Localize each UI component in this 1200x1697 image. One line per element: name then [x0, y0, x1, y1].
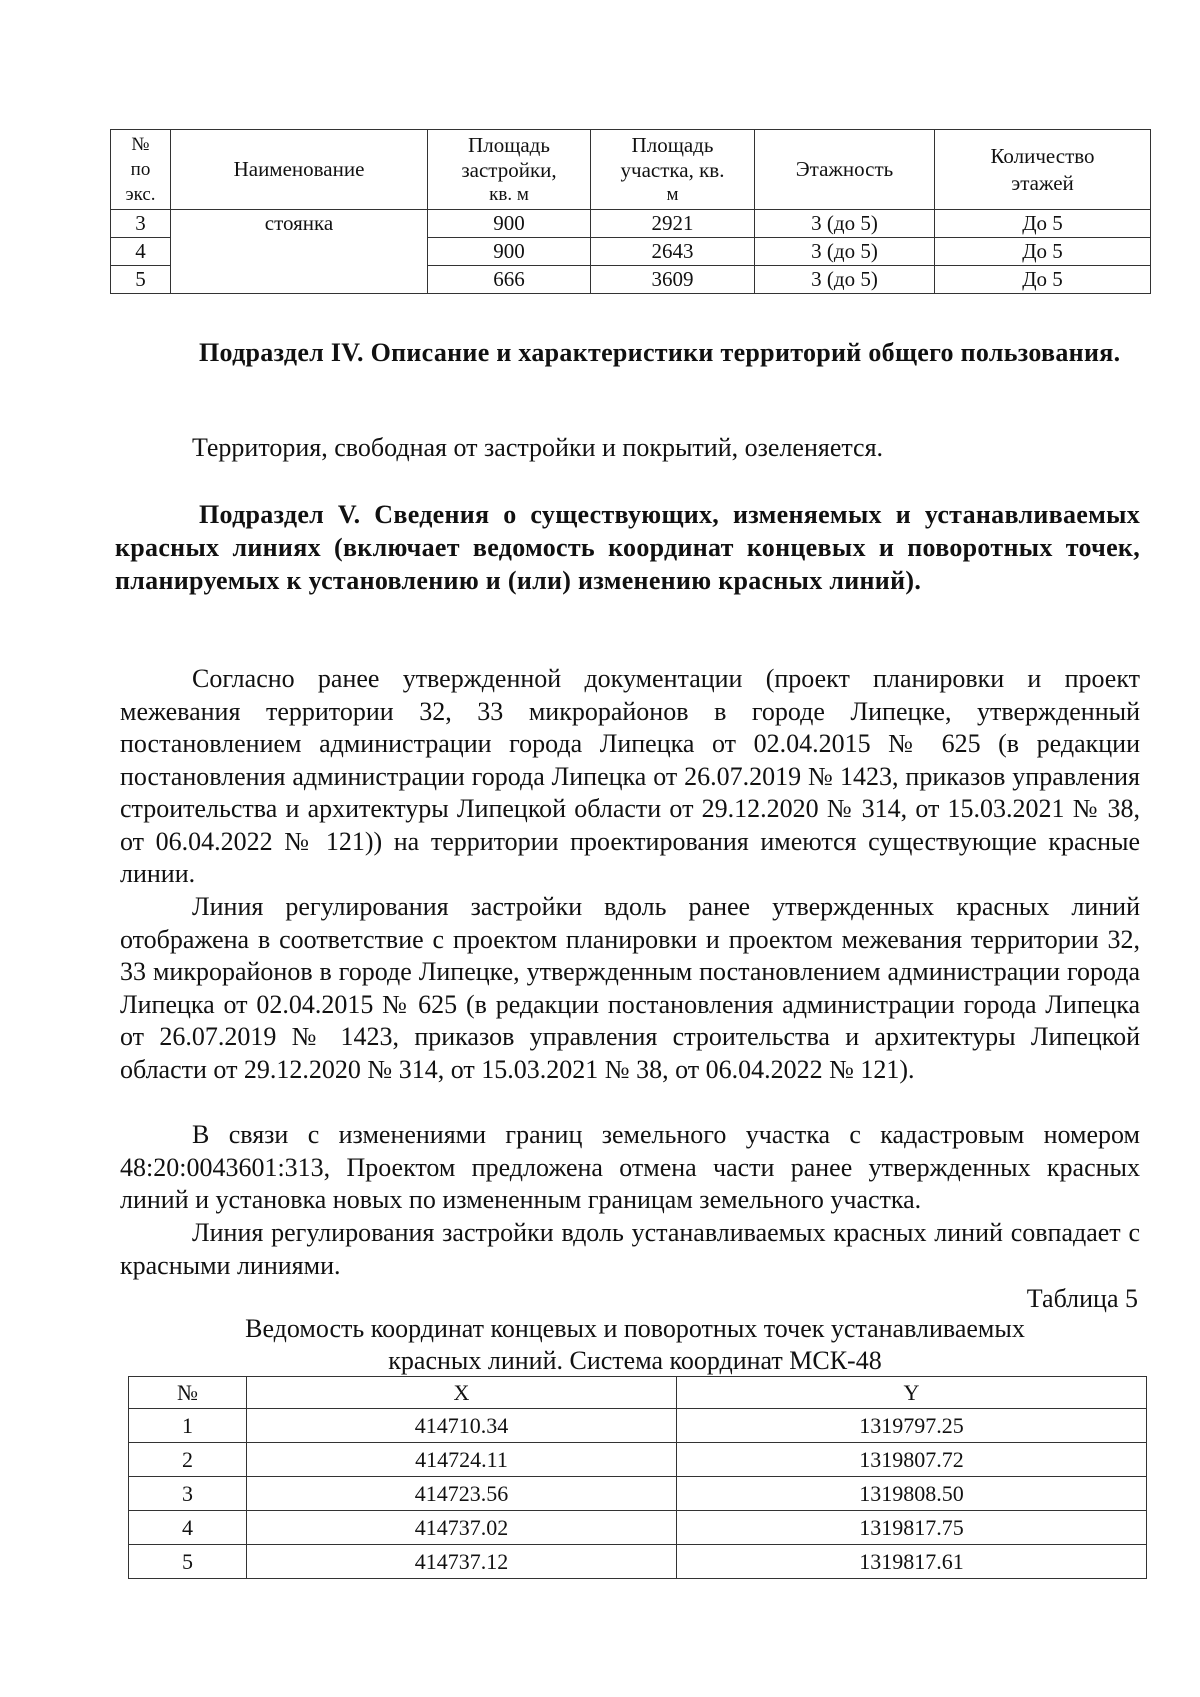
- table-row: [129, 1409, 1147, 1443]
- cell-y: 1319797.25: [677, 1409, 1147, 1443]
- section5-heading: Подраздел V. Сведения о существующих, изменяемых и устанавливаемых красных линиях (включает ведомость координат концевых и поворотных точек, планируемых к установлению и (или) изменению красных линий).: [115, 500, 1140, 595]
- header-floor-count: Количество этажей: [935, 130, 1151, 210]
- cell-num: 5: [111, 266, 171, 294]
- table5-title: Ведомость координат концевых и поворотных точек устанавливаемых красных линий. Система координат МСК-48: [245, 1314, 1025, 1375]
- cell-floors: 3 (до 5): [755, 238, 935, 266]
- cell-plot: 2643: [591, 238, 755, 266]
- cell-x: 414737.12: [247, 1545, 677, 1579]
- coordinates-table: [128, 1376, 1147, 1579]
- header-plot-area: Площадь участка, кв. м: [591, 130, 755, 210]
- cell-y: 1319817.75: [677, 1511, 1147, 1545]
- paragraph-1: Согласно ранее утвержденной документации (проект планировки и проект межевания территории 32, 33 микрорайонов в городе Липецке, утвержденный постановлением администрации города Липецка от 02.04.2015 № 625 (в редакции постановления администрации города Липецка от 26.07.2019 № 1423, приказов управления строительства и архитектуры Липецкой области от 29.12.2020 № 314, от 15.03.2021 № 38, от 06.04.2022 № 121)) на территории проектирования имеются существующие красные линии.: [120, 664, 1140, 888]
- header-x: X: [247, 1377, 677, 1409]
- table-row: [129, 1511, 1147, 1545]
- table5-label: Таблица 5: [1026, 1284, 1138, 1313]
- section4-heading: Подраздел IV. Описание и характеристики территорий общего пользования.: [199, 338, 1121, 367]
- header-build-area: Площадь застройки, кв. м: [428, 130, 591, 210]
- cell-y: 1319817.61: [677, 1545, 1147, 1579]
- cell-y: 1319807.72: [677, 1443, 1147, 1477]
- paragraph-3: В связи с изменениями границ земельного участка с кадастровым номером 48:20:0043601:313, Проектом предложена отмена части ранее утвержденных красных линий и установка новых по измененным границам земельного участка.: [120, 1120, 1140, 1214]
- cell-build: 900: [428, 210, 591, 238]
- table-row: [129, 1545, 1147, 1579]
- cell-build: 666: [428, 266, 591, 294]
- cell-x: 414724.11: [247, 1443, 677, 1477]
- cell-count: До 5: [935, 266, 1151, 294]
- cell-num: 5: [129, 1545, 247, 1579]
- buildings-table: [110, 129, 1151, 294]
- cell-x: 414737.02: [247, 1511, 677, 1545]
- cell-name: стоянка: [171, 210, 428, 294]
- header-floors: Этажность: [755, 130, 935, 210]
- section4-text: Территория, свободная от застройки и покрытий, озеленяется.: [192, 433, 884, 462]
- cell-floors: 3 (до 5): [755, 266, 935, 294]
- header-y: Y: [677, 1377, 1147, 1409]
- cell-plot: 2921: [591, 210, 755, 238]
- cell-num: 4: [111, 238, 171, 266]
- cell-num: 3: [111, 210, 171, 238]
- paragraph-4: Линия регулирования застройки вдоль устанавливаемых красных линий совпадает с красными линиями.: [120, 1218, 1140, 1280]
- cell-num: 3: [129, 1477, 247, 1511]
- cell-x: 414723.56: [247, 1477, 677, 1511]
- table-row: [129, 1477, 1147, 1511]
- cell-floors: 3 (до 5): [755, 210, 935, 238]
- header-name: Наименование: [171, 130, 428, 210]
- cell-num: 2: [129, 1443, 247, 1477]
- table-row: [129, 1443, 1147, 1477]
- cell-count: До 5: [935, 210, 1151, 238]
- paragraph-2: Линия регулирования застройки вдоль ранее утвержденных красных линий отображена в соответствие с проектом планировки и проектом межевания территории 32, 33 микрорайонов в городе Липецке, утвержденным постановлением администрации города Липецка от 02.04.2015 № 625 (в редакции постановления администрации города Липецка от 26.07.2019 № 1423, приказов управления строительства и архитектуры Липецкой области от 29.12.2020 № 314, от 15.03.2021 № 38, от 06.04.2022 № 121).: [120, 892, 1140, 1084]
- cell-plot: 3609: [591, 266, 755, 294]
- table-row: [111, 210, 1151, 238]
- cell-build: 900: [428, 238, 591, 266]
- cell-count: До 5: [935, 238, 1151, 266]
- cell-x: 414710.34: [247, 1409, 677, 1443]
- header-num: № по экс.: [111, 130, 171, 210]
- cell-num: 1: [129, 1409, 247, 1443]
- header-num: №: [129, 1377, 247, 1409]
- cell-y: 1319808.50: [677, 1477, 1147, 1511]
- cell-num: 4: [129, 1511, 247, 1545]
